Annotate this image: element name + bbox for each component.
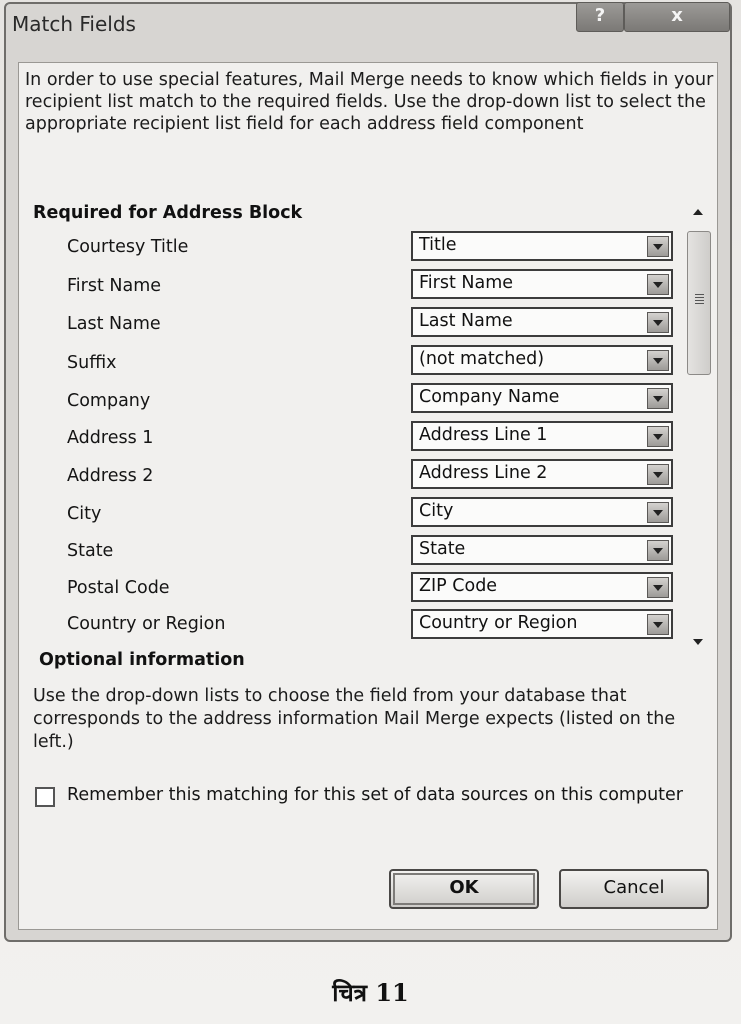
combo-value: First Name (419, 273, 514, 293)
field-label-first-name: First Name (67, 276, 162, 296)
intro-text: In order to use special features, Mail Merge needs to know which fields in your recipient list match to the required fields. Use the drop-down list to select the appropriate recipient list field for each address field component (25, 70, 714, 134)
field-label-last-name: Last Name (67, 314, 161, 334)
chevron-down-icon[interactable] (647, 236, 669, 257)
figure-caption: चित्र 11 (332, 978, 409, 1007)
optional-heading: Optional information (39, 650, 245, 670)
combo-value: City (419, 501, 454, 521)
field-label-city: City (67, 504, 102, 524)
close-button[interactable]: x (624, 2, 730, 32)
combo-value: Last Name (419, 311, 513, 331)
field-label-country-or-region: Country or Region (67, 614, 226, 634)
field-label-state: State (67, 541, 114, 561)
field-combo-last-name[interactable] (411, 307, 673, 337)
field-combo-country-or-region[interactable] (411, 609, 673, 639)
field-label-company: Company (67, 391, 151, 411)
chevron-down-icon[interactable] (647, 540, 669, 561)
match-fields-dialog (4, 2, 732, 942)
chevron-down-icon[interactable] (647, 577, 669, 598)
help-text: Use the drop-down lists to choose the field from your database that corresponds to the address information Mail Merge expects (listed on the left.) (33, 686, 676, 752)
remember-label[interactable]: Remember this matching for this set of data sources on this computer (67, 785, 683, 805)
grip-icon (695, 294, 704, 306)
scroll-thumb[interactable] (687, 231, 711, 375)
chevron-down-icon[interactable] (647, 614, 669, 635)
chevron-down-icon[interactable] (647, 502, 669, 523)
field-combo-address-2[interactable] (411, 459, 673, 489)
chevron-down-icon[interactable] (647, 464, 669, 485)
field-combo-state[interactable] (411, 535, 673, 565)
combo-value: State (419, 539, 466, 559)
combo-value: Address Line 2 (419, 463, 548, 483)
field-combo-first-name[interactable] (411, 269, 673, 299)
field-combo-suffix[interactable] (411, 345, 673, 375)
dialog-title: Match Fields (12, 12, 136, 36)
field-combo-company[interactable] (411, 383, 673, 413)
field-label-suffix: Suffix (67, 353, 117, 373)
field-combo-address-1[interactable] (411, 421, 673, 451)
combo-value: Country or Region (419, 613, 578, 633)
chevron-down-icon[interactable] (647, 274, 669, 295)
required-heading: Required for Address Block (33, 203, 303, 223)
dialog-content (18, 62, 718, 930)
title-bar (6, 4, 730, 60)
field-combo-postal-code[interactable] (411, 572, 673, 602)
combo-value: (not matched) (419, 349, 545, 369)
field-label-courtesy-title: Courtesy Title (67, 237, 189, 257)
fields-scrollbar[interactable] (685, 207, 711, 647)
combo-value: Company Name (419, 387, 560, 407)
field-combo-city[interactable] (411, 497, 673, 527)
remember-checkbox[interactable] (35, 787, 55, 807)
chevron-down-icon[interactable] (647, 388, 669, 409)
combo-value: Address Line 1 (419, 425, 548, 445)
cancel-button[interactable]: Cancel (559, 869, 709, 909)
field-combo-courtesy-title[interactable] (411, 231, 673, 261)
scroll-up-arrow-icon[interactable] (693, 209, 703, 215)
chevron-down-icon[interactable] (647, 350, 669, 371)
help-button[interactable]: ? (576, 2, 624, 32)
field-label-postal-code: Postal Code (67, 578, 170, 598)
chevron-down-icon[interactable] (647, 426, 669, 447)
ok-button[interactable]: OK (389, 869, 539, 909)
combo-value: ZIP Code (419, 576, 498, 596)
chevron-down-icon[interactable] (647, 312, 669, 333)
combo-value: Title (419, 235, 457, 255)
scroll-down-arrow-icon[interactable] (693, 639, 703, 645)
field-label-address-2: Address 2 (67, 466, 154, 486)
field-label-address-1: Address 1 (67, 428, 154, 448)
